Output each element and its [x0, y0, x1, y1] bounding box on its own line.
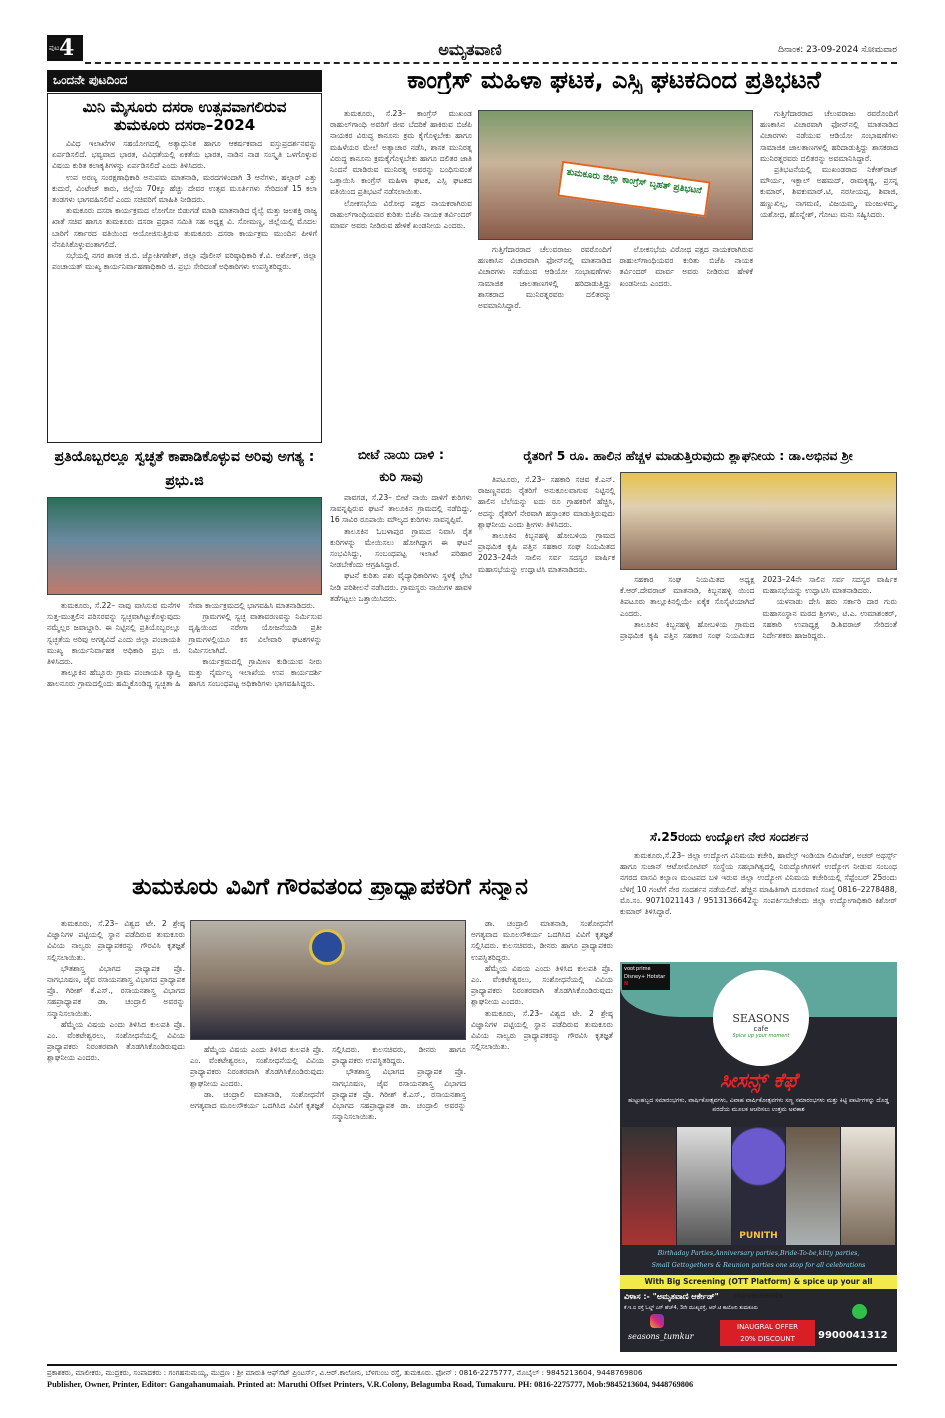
collage-photo-cake	[732, 1127, 786, 1245]
paragraph: ಉಪ ಅರಣ್ಯ ಸಂರಕ್ಷಣಾಧಿಕಾರಿ ಅನುಪಮ ಮಾತನಾಡಿ, ಮರದಗಳಿಂದಾಗಿ 3 ಆನೆಗಳು, ಹಲ್ಗಾರ್ ಎತ್ತು ಕುದುರೆ, ವಿಂಟೇಜ್ ಕಾರು, ಜಿಲ್ಲೆಯ 70ಕ್ಕೂ ಹೆಚ್ಚು ದೇವರ ಉತ್ಸವ ಮೂರ್ತಿಗಳು ಸೇರಿದಂತೆ 15 ಕಲಾ ತಂಡಗಳು ಭಾಗವಹಿಸಲಿವೆ ಎಂದು ಸಚಿವರಿಗೆ ಮಾಹಿತಿ ನೀಡಿದರು.	[52, 172, 317, 205]
protest-photo	[478, 110, 753, 240]
page-label: ಪುಟ	[49, 44, 60, 52]
paragraph: ಹೆಮ್ಮೆಯ ವಿಷಯ ಎಂದು ತಿಳಿಸಿದ ಕುಲಪತಿ ಪ್ರೊ. ಎಂ. ವೆಂಕಟೇಶ್ವರಲು, ಸಂಶೋಧನೆಯಲ್ಲಿ ವಿವಿಯ ಪ್ರಾಧ್ಯಾಪಕರು ನಿರಂತರವಾಗಿ ತೊಡಗಿಸಿಕೊಂಡಿರುವುದು ಶ್ಲಾಘನೀಯ ಎಂದರು.	[190, 1045, 324, 1088]
paragraph: ತುಮಕೂರು, ಸೆ.23– ಕಾಂಗ್ರೆಸ್ ಮುಖಂಡ ರಾಹುಲ್‌ಗಾಂಧಿ ಅವರಿಗೆ ಜೀವ ಬೆದರಿಕೆ ಹಾಕಿರುವ ಬಿಜೆಪಿ ನಾಯಕರ ವಿರುದ್ಧ ಕಾನೂನು ಕ್ರಮ ಕೈಗೊಳ್ಳಬೇಕು ಹಾಗೂ ಮಹಿಳೆಯರ ಮೇಲೆ ಅತ್ಯಾಚಾರ ನಡೆಸಿ, ಶಾಸಕ ಮುನಿರತ್ನ ವಿರುದ್ಧ ಕಾನೂನು ಕ್ರಮಕೈಗೊಳ್ಳಬೇಕು ಹಾಗೂ ದಲಿತರ ಜಾತಿ ನಿಂದನೆ ಮಾಡಿರುವ ಮುನಿರತ್ನ ಅವರನ್ನು ಬಂಧಿಸುವಂತೆ ಒತ್ತಾಯಿಸಿ ಕಾಂಗ್ರೆಸ್ ಮಹಿಳಾ ಘಟಕ, ಎಸ್ಸಿ ಘಟಕದ ವತಿಯಿಂದ ಪ್ರತಿಭಟನೆ ನಡೆಸಲಾಯಿತು.	[330, 109, 472, 197]
page-number: 4	[59, 35, 75, 61]
paragraph: ಗ್ರಾಮಗಳಲ್ಲಿ ಸ್ವಚ್ಛ ವಾತಾವರಣವನ್ನು ನಿರ್ಮಿಸುವ ದೃಷ್ಟಿಯಿಂದ ನರೇಗಾ ಯೋಜನೆಯಡಿ ಪ್ರತೀ ಗ್ರಾಮಗಳಲ್ಲಿಯೂ ಕಸ ವಿಲೇವಾರಿ ಘಟಕಗಳನ್ನು ನಿರ್ಮಿಸಲಾಗಿದೆ.	[188, 612, 322, 655]
job-interview-headline: ಸೆ.25ರಂದು ಉದ್ಯೋಗ ನೇರ ಸಂದರ್ಶನ	[650, 830, 809, 844]
university-body-col2	[190, 1044, 466, 1350]
paragraph: ಸಹಕಾರ ಸಂಘ ನಿಯಮಿತದ ಅಧ್ಯಕ್ಷ ಕೆ.ಆರ್.ದೇವರಾಜ್ ಮಾತನಾಡಿ, ಕಿಬ್ಬನಹಳ್ಳಿ ಯಿಂದ ತಿಪಟೂರು ತಾಲ್ಲೂಕಿನಲ್ಲಿಯೇ ಏಕೈಕ ಸೊಸೈಟಿಯಾಗಿದೆ ಎಂದರು.	[620, 575, 755, 618]
ott-logos	[622, 964, 670, 990]
header-divider	[85, 62, 897, 64]
logo-tagline: Spice up your moment	[732, 1033, 790, 1039]
dasara-headline-1: ಮಿನಿ ಮೈಸೂರು ದಸರಾ ಉತ್ಸವವಾಗಲಿರುವ	[82, 98, 287, 116]
masthead: ಅಮೃತವಾಣಿ	[438, 40, 502, 59]
imprint-english: Publisher, Owner, Printer, Editor: Gangahanumaiah. Printed at: Maruthi Offset Printers, V.R.Colony, Belagumba Road, Tumakuru. PH: 0816-2275777, Mob:9845213604, 9448769806	[47, 1380, 694, 1389]
paragraph: ಗುತ್ತಿಗೆದಾರರಾದ ಚೆಲುವರಾಜು ರವರೊಂದಿಗೆ ಹಣಕಾಸಿನ ವಿಚಾರವಾಗಿ ಫೋನ್‌ನಲ್ಲಿ ಮಾತನಾಡಿದ ವಿಚಾರಗಳು ನಡೆಯುವ ಆಡಿಯೋ ಸಂಭಾಷಣೆಗಳು ಸಾಮಾಜಿಕ ಜಾಲತಾಣಗಳಲ್ಲಿ ಹರಿದಾಡುತ್ತಿದ್ದು ಶಾಸಕರಾದ ಮುನಿರತ್ನರವರು ದಲಿತರನ್ನು ಅವಮಾನಿಸಿದ್ದಾರೆ.	[760, 109, 898, 163]
paragraph: ಡಾ. ಚಂದ್ರಾಲಿ ಮಾತನಾಡಿ, ಸಂಶೋಧನೆಗೆ ಅಗತ್ಯವಾದ ಮೂಲಸೌಕರ್ಯ ಒದಗಿಸಿದ ವಿವಿಗೆ ಕೃತಜ್ಞತೆ ಸಲ್ಲಿಸಿದರು. ಕುಲಸಚಿವರು, ಡೀನರು ಹಾಗೂ ಪ್ರಾಧ್ಯಾಪಕರು ಉಪಸ್ಥಿತರಿದ್ದರು.	[190, 1045, 466, 1111]
university-body-col1	[47, 918, 185, 1350]
paragraph: ಪ್ರತಿಭಟನೆಯಲ್ಲಿ ಮುಖಂಡರಾದ ನಿಕೇತ್‌ರಾಜ್ ಮೌರ್ಯ, ಇಕ್ಬಾಲ್ ಅಹಮದ್, ರಾಮಕೃಷ್ಣ, ಪ್ರಸನ್ನ ಕುಮಾರ್, ಶಿವಕುಮಾರ್.ಟಿ, ನರಸೀಯಪ್ಪ, ಶಿವಾಜಿ, ಹಣ್ಣುಖಿಲ್ಲ, ನಾಗಮಣಿ, ವಿಜಯಮ್ಮ, ಮಂಜುಳಮ್ಮ, ಯಶೋಧ, ಹೊನ್ನೇಶ್, ಗೋಟು ಮನು ಸಹ್ಯಿಸಿದರು.	[760, 165, 898, 219]
milk-event-photo	[620, 472, 897, 570]
cleanliness-body	[47, 600, 322, 868]
footer-divider	[47, 1364, 897, 1366]
paragraph: ಗುತ್ತಿಗೆದಾರರಾದ ಚೆಲುವರಾಜು ರವರೊಂದಿಗೆ ಹಣಕಾಸಿನ ವಿಚಾರವಾಗಿ ಫೋನ್‌ನಲ್ಲಿ ಮಾತನಾಡಿದ ವಿಚಾರಗಳು ನಡೆಯುವ ಆಡಿಯೋ ಸಂಭಾಷಣೆಗಳು ಸಾಮಾಜಿಕ ಜಾಲತಾಣಗಳಲ್ಲಿ ಹರಿದಾಡುತ್ತಿದ್ದು ಶಾಸಕರಾದ ಮುನಿರತ್ನರವರು ದಲಿತರನ್ನು ಅವಮಾನಿಸಿದ್ದಾರೆ.	[478, 245, 612, 311]
ad-address-label: ವಿಳಾಸ :- "ಅಮೃತವಾಣಿ ಆರ್ಕೇಡ್"	[624, 1292, 719, 1301]
university-emblem	[309, 929, 345, 965]
collage-photo	[841, 1127, 895, 1245]
paragraph: ಯಳನಾಡು ದೇಸಿ ಹರು ಸರ್ಕಾರಿ ದಾರ ಗುರು ಮಹಾಸಂಸ್ಥಾನ ಮಠದ ಶ್ರೀಗಳು, ಟಿ.ಎ. ಉಮಾಶಂಕರ್, ಸಹಕಾರಿ ಉಪಾಧ್ಯಕ್ಷ ಡಿ.ಶಿವರಾಜ್ ಸೇರಿದಂತೆ ನಿರ್ದೇಶಕರು ಹಾಜರಿದ್ದರು.	[762, 597, 897, 641]
ad-address: ಕೆ.ಇ.ಬಿ ರಸ್ತೆ ಓಲ್ಡ್ ಎಸ್ ಹೆಚ್4, 3ನೇ ಮುಖ್ಯರಸ್ತೆ, ಆರ್.ಟಿ ಕಾಲೋನಿ ತುಮಕೂರು	[624, 1305, 758, 1311]
collage-photo	[786, 1127, 840, 1245]
paragraph: ತುಮಕೂರು, ಸೆ.23– ವಿಶ್ವದ ಟೇ. 2 ಶ್ರೇಷ್ಠ ವಿಜ್ಞಾನಿಗಳ ಪಟ್ಟಿಯಲ್ಲಿ ಸ್ಥಾನ ಪಡೆದಿರುವ ತುಮಕೂರು ವಿವಿಯ ನಾಲ್ವರು ಪ್ರಾಧ್ಯಾಪಕರನ್ನು ಗೌರವಿಸಿ ಕೃತಜ್ಞತೆ ಸಲ್ಲಿಸಲಾಯಿತು.	[471, 1008, 613, 1052]
cleanliness-photo	[47, 497, 322, 595]
dog-attack-body	[330, 492, 472, 868]
cleanliness-headline: ಪ್ರತಿಯೊಬ್ಬರಲ್ಲೂ ಸ್ವಚ್ಛತೆ ಕಾಪಾಡಿಕೊಳ್ಳುವ ಅರಿವು ಅಗತ್ಯ : ಪ್ರಭು.ಜಿ	[54, 449, 315, 489]
paragraph: ಲೋಕಸಭೆಯ ವಿರೋಧ ಪಕ್ಷದ ನಾಯಕರಾಗಿರುವ ರಾಹುಲ್‌ಗಾಂಧಿಯವರ ಕುರಿತು ಬಿಜೆಪಿ ನಾಯಕ ತರ್ವಿಂದರ್ ಮಾರ್ವ ಅವರು ನೀಡಿರುವ ಹೇಳಿಕೆ ಖಂಡನೀಯ ಎಂದರು.	[330, 198, 472, 231]
dog-attack-headline-2: ಕುರಿ ಸಾವು	[379, 470, 423, 485]
instagram-handle: seasons_tumkur	[628, 1332, 694, 1341]
cafe-logo	[713, 970, 809, 1066]
paragraph: ತುಮಕೂರು, ಸೆ.23– ವಿಶ್ವದ ಟೇ. 2 ಶ್ರೇಷ್ಠ ವಿಜ್ಞಾನಿಗಳ ಪಟ್ಟಿಯಲ್ಲಿ ಸ್ಥಾನ ಪಡೆದಿರುವ ತುಮಕೂರು ವಿವಿಯ ನಾಲ್ವರು ಪ್ರಾಧ್ಯಾಪಕರನ್ನು ಗೌರವಿಸಿ ಕೃತಜ್ಞತೆ ಸಲ್ಲಿಸಲಾಯಿತು.	[47, 919, 185, 962]
offer-line-1: INAUGRAL OFFER	[737, 1323, 798, 1331]
ad-description: ಹುಟ್ಟುಹಬ್ಬದ ಸಮಾರಂಭಗಳು, ವಾರ್ಷಿಕೋತ್ಸವಗಳು, ವಿವಾಹ ವಾರ್ಷಿಕೋತ್ಸವಗಳು ಸಣ್ಣ ಸಮಾರಂಭಗಳು ಮತ್ತು ಕಿಟ್ಟಿ ಪಾರ್ಟಿಗಳನ್ನು ದೊಡ್ಡ ಪರದೆಯ ಮೂಲಕ ಆಚರಿಸಲು ಉತ್ತಮ ಅವಕಾಶ	[628, 1097, 889, 1113]
congress-body-col2	[478, 244, 753, 440]
paragraph: ತಿಪಟೂರು, ಸೆ.23– ಸಹಕಾರಿ ಸಚಿವ ಕೆ.ಎನ್. ರಾಜಣ್ಣನವರು ರೈತರಿಗೆ ಅನುಕೂಲವಾಗುವ ನಿಟ್ಟಿನಲ್ಲಿ ಹಾಲಿನ ಬೆಲೆಯನ್ನು ಐದು ರೂ ಗ್ರಾಹಕರಿಗೆ ಹೆಚ್ಚಿಸಿ, ಅದನ್ನು ರೈತರಿಗೆ ನೇರವಾಗಿ ಹಸ್ತಾಂತರ ಮಾಡುತ್ತಿರುವುದು ಶ್ಲಾಘನೀಯ ಎಂದು ಶ್ರೀಗಳು ತಿಳಿಸಿದರು.	[478, 475, 615, 529]
dasara-body	[52, 138, 317, 272]
paragraph: ಭೌತಶಾಸ್ತ್ರ ವಿಭಾಗದ ಪ್ರಾಧ್ಯಾಪಕ ಪ್ರೊ. ನಾಗಭೂಷಣ, ಜೈವ ರಸಾಯನಶಾಸ್ತ್ರ ವಿಭಾಗದ ಪ್ರಾಧ್ಯಾಪಕ ಪ್ರೊ. ಗಿರೀಶ್ ಕೆ.ಎಸ್., ರಸಾಯನಶಾಸ್ತ್ರ ವಿಭಾಗದ ಸಹಪ್ರಾಧ್ಯಾಪಕ ಡಾ. ಚಂದ್ರಾಲಿ ಅವರನ್ನು ಸನ್ಮಾನಿಸಲಾಯಿತು.	[332, 1067, 466, 1122]
ad-strip: With Big Screening (OTT Platform) & spice up your all movements	[620, 1275, 897, 1289]
page-number-badge	[47, 35, 83, 61]
collage-photo	[622, 1127, 676, 1245]
ad-phone: 9900041312	[818, 1330, 888, 1341]
prime-logo: prime	[636, 966, 651, 972]
paragraph: ತಾಲ್ಲೂಕಿನ ಹೆಬ್ಬೂರು ಗ್ರಾಮ ಪಂಚಾಯತಿ ವ್ಯಾಪ್ತಿ ಹಾಲನೂರು ಗ್ರಾಮದಲ್ಲಿಂದು ಹಮ್ಮಿಕೊಂಡಿದ್ದ ಸ್ವಚ್ಛತಾ ಹಿ ಸೇವಾ ಕಾರ್ಯಕ್ರಮದಲ್ಲಿ ಭಾಗವಹಿಸಿ ಮಾತನಾಡಿದರು.	[47, 601, 316, 689]
voot-logo: voot	[624, 966, 636, 972]
paragraph: ತಾಲೂಕಿನ ಕಿಬ್ಬನಹಳ್ಳಿ ಹೋಬಳಿಯ ಗ್ರಾಮದ ಪ್ರಾಥಮಿಕ ಕೃಷಿ ಪತ್ತಿನ ಸಹಕಾರ ಸಂಘ ನಿಯಮಿತದ 2023–24ನೇ ಸಾಲಿನ ಸರ್ವ ಸದಸ್ಯರ ವಾರ್ಷಿಕ ಮಹಾಸಭೆಯನ್ನು ಉದ್ಘಾಟಿಸಿ ಮಾತನಾಡಿದರು.	[478, 531, 615, 574]
congress-body-col3	[760, 108, 898, 440]
milk-body-col2	[620, 574, 897, 824]
article-dasara	[47, 93, 322, 443]
job-interview-body	[620, 850, 897, 958]
seasons-cafe-ad	[620, 962, 897, 1352]
ad-services-line-2: Small Gettogethers & Reunion parties one stop for all celebrations	[651, 1262, 866, 1269]
paragraph: ತಾಲೂಕಿನ ಕಿಬ್ಬನಹಳ್ಳಿ ಹೋಬಳಿಯ ಗ್ರಾಮದ ಪ್ರಾಥಮಿಕ ಕೃಷಿ ಪತ್ತಿನ ಸಹಕಾರ ಸಂಘ ನಿಯಮಿತದ 2023–24ನೇ ಸಾಲಿನ ಸರ್ವ ಸದಸ್ಯರ ವಾರ್ಷಿಕ ಮಹಾಸಭೆಯನ್ನು ಉದ್ಘಾಟಿಸಿ ಮಾತನಾಡಿದರು.	[620, 575, 897, 641]
imprint-kannada: ಪ್ರಕಾಶಕರು, ಮಾಲೀಕರು, ಮುದ್ರಕರು, ಸಂಪಾದಕರು : ಗಂಗಹನುಮಯ್ಯ, ಮುದ್ರಣ : ಶ್ರೀ ಮಾರುತಿ ಆಫ್‌ಸೆಟ್ ಪ್ರಿಂಟರ್ಸ್, ವಿ.ಆರ್.ಕಾಲೋನಿ, ಬೆಳಗುಂಬ ರಸ್ತೆ, ತುಮಕೂರು. ಫೋನ್ : 0816-2275777, ಮೊಬೈಲ್ : 9845213604, 9448769806	[47, 1368, 643, 1377]
paragraph: ಲೋಕಸಭೆಯ ವಿರೋಧ ಪಕ್ಷದ ನಾಯಕರಾಗಿರುವ ರಾಹುಲ್‌ಗಾಂಧಿಯವರ ಕುರಿತು ಬಿಜೆಪಿ ನಾಯಕ ತರ್ವಿಂದರ್ ಮಾರ್ವ ಅವರು ನೀಡಿರುವ ಹೇಳಿಕೆ ಖಂಡನೀಯ ಎಂದರು.	[619, 245, 753, 288]
dog-attack-headline-1: ಬೀಟೆ ನಾಯಿ ದಾಳಿ :	[357, 448, 445, 463]
ad-photo-collage	[622, 1127, 895, 1245]
paragraph: ಡಾ. ಚಂದ್ರಾಲಿ ಮಾತನಾಡಿ, ಸಂಶೋಧನೆಗೆ ಅಗತ್ಯವಾದ ಮೂಲಸೌಕರ್ಯ ಒದಗಿಸಿದ ವಿವಿಗೆ ಕೃತಜ್ಞತೆ ಸಲ್ಲಿಸಿದರು. ಕುಲಸಚಿವರು, ಡೀನರು ಹಾಗೂ ಪ್ರಾಧ್ಯಾಪಕರು ಉಪಸ್ಥಿತರಿದ್ದರು.	[471, 919, 613, 962]
offer-badge	[720, 1320, 815, 1346]
offer-line-2: 20% DISCOUNT	[740, 1335, 795, 1343]
paragraph: ವಿವಿಧ ಇಲಾಖೆಗಳ ಸಹಯೋಗದಲ್ಲಿ ಅತ್ಯಾಧುನಿಕ ಹಾಗೂ ಆಕರ್ಷಕವಾದ ವಸ್ತುಪ್ರದರ್ಶನವನ್ನು ಏರ್ಪಡಿಸಲಿದೆ. ಭವ್ಯವಾದ ಭಾರತ, ವಿವಿಧತೆಯಲ್ಲಿ ಏಕತೆಯ ಭಾರತ, ನಾಡಿನ ನಾಡ ಸಂಸ್ಕೃತಿ ಒಳಗೊಳ್ಳುವ ವಿಷಯ ಕುರಿತ ಕಲಾಕೃತಿಗಳನ್ನು ಏರ್ಪಡಿಸಲಿದೆ ಎಂದು ತಿಳಿಸಿದರು.	[52, 139, 317, 171]
instagram-icon	[650, 1314, 664, 1328]
protest-banner: ತುಮಕೂರು ಜಿಲ್ಲಾ ಕಾಂಗ್ರೆಸ್ ಬೃಹತ್ ಪ್ರತಿಭಟನೆ	[557, 161, 711, 218]
hotstar-logo: Disney+ Hotstar	[624, 973, 666, 980]
paragraph: ತುಮಕೂರು,ಸೆ.23– ಜಿಲ್ಲಾ ಉದ್ಯೋಗ ವಿನಿಮಯ ಕಚೇರಿ, ಹಾವೆಲ್ಸ್ ಇಂಡಿಯಾ ಲಿಮಿಟೆಡ್, ಅಚರ್ ಅಥರ್ಸ್ಸ್ ಹಾಗೂ ಸುಜಾನ್ ಆಟೋಮೋಟಿವ್ ಸಂಸ್ಥೆಯ ಸಹಭಾಗಿತ್ವದಲ್ಲಿ ನಿರುದ್ಯೋಗಿಗಳಿಗೆ ಉದ್ಯೋಗ ನೀಡುವ ಸಂಬಂಧ ನಗರದ ವಾಸವಿ ಕಲ್ಯಾಣ ಮಂಟಪದ ಬಳಿ ಇರುವ ಜಿಲ್ಲಾ ಉದ್ಯೋಗ ವಿನಿಮಯ ಕಚೇರಿಯಲ್ಲಿ ಸೆಪ್ಟೆಂಬರ್ 25ರಂದು ಬೆಳಿಗ್ಗೆ 10 ಗಂಟೆಗೆ ನೇರ ಸಂದರ್ಶನ ನಡೆಯಲಿದೆ. ಹೆಚ್ಚಿನ ಮಾಹಿತಿಗಾಗಿ ದೂರವಾಣಿ ಸಂಖ್ಯೆ 0816–2278488, ಮೊ.ಸಂ. 9071021143 / 9513136642ನ್ನು ಸಂಪರ್ಕಿಸಬೇಕೆಂದು ಜಿಲ್ಲಾ ಉದ್ಯೋಗಾಧಿಕಾರಿ ಕಿಶೋರ್ ಕುಮಾರ್ ತಿಳಿಸಿದ್ದಾರೆ.	[620, 851, 897, 917]
paragraph: ಘಟನೆ ಕುರಿತು ಪಶು ವೈದ್ಯಾಧಿಕಾರಿಗಳು ಸ್ಥಳಕ್ಕೆ ಭೇಟಿ ನೀಡಿ ಪರಿಶೀಲನೆ ನಡೆಸಿದರು. ಗ್ರಾಮಸ್ಥರು ನಾಯಿಗಳ ಹಾವಳಿ ತಡೆಗಟ್ಟಲು ಒತ್ತಾಯಿಸಿದರು.	[330, 571, 472, 603]
logo-text: SEASONS	[732, 1012, 790, 1025]
logo-sub: cafe	[753, 1025, 769, 1033]
paragraph: ಹೆಮ್ಮೆಯ ವಿಷಯ ಎಂದು ತಿಳಿಸಿದ ಕುಲಪತಿ ಪ್ರೊ. ಎಂ. ವೆಂಕಟೇಶ್ವರಲು, ಸಂಶೋಧನೆಯಲ್ಲಿ ವಿವಿಯ ಪ್ರಾಧ್ಯಾಪಕರು ನಿರಂತರವಾಗಿ ತೊಡಗಿಸಿಕೊಂಡಿರುವುದು ಶ್ಲಾಘನೀಯ ಎಂದರು.	[47, 1019, 185, 1063]
university-body-col3	[471, 918, 613, 1350]
university-headline: ತುಮಕೂರು ವಿವಿಗೆ ಗೌರವತಂದ ಪ್ರಾಧ್ಯಾಪಕರಿಗೆ ಸನ್ಮಾನ	[132, 874, 528, 900]
milk-price-headline: ರೈತರಿಗೆ 5 ರೂ. ಹಾಲಿನ ಹೆಚ್ಚಳ ಮಾಡುತ್ತಿರುವುದು ಶ್ಲಾಘನೀಯ : ಡಾ.ಅಭಿನವ ಶ್ರೀ	[523, 448, 853, 463]
ad-title: ಸೀಸನ್ಸ್ ಕೆಫೆ	[720, 1068, 797, 1092]
university-felicitation-photo	[190, 920, 466, 1040]
cake-name: PUNITH	[739, 1231, 778, 1241]
date-line: ದಿನಾಂಕ: 23-09-2024 ಸೋಮವಾರ	[778, 45, 897, 55]
whatsapp-icon	[852, 1304, 867, 1319]
dasara-headline-2: ತುಮಕೂರು ದಸರಾ–2024	[113, 116, 256, 134]
paragraph: ತಾಲೂಕಿನ ಓಬಳಾಪುರ ಗ್ರಾಮದ ನಿವಾಸಿ ರೈತ ಕುರಿಗಳನ್ನು ಮೇಯಿಸಲು ಹೋಗಿದ್ದಾಗ ಈ ಘಟನೆ ಸಂಭವಿಸಿದ್ದು, ಸಂಬಂಧಪಟ್ಟ ಇಲಾಖೆ ಪರಿಹಾರ ನೀಡಬೇಕೆಂದು ಆಗ್ರಹಿಸಿದ್ದಾರೆ.	[330, 526, 472, 570]
paragraph: ತುಮಕೂರು ದಸರಾ ಕಾರ್ಯಕ್ರಮದ ಲೋಗೋ ಬಿಡುಗಡೆ ಮಾಡಿ ಮಾತನಾಡಿದ ರೈಲ್ವೆ ಮತ್ತು ಜಲಶಕ್ತಿ ರಾಜ್ಯ ಖಾತೆ ಸಚಿವ ಹಾಗೂ ತುಮಕೂರು ದಸರಾ ಪ್ರಧಾನ ಸಮಿತಿ ಸಹ ಅಧ್ಯಕ್ಷ ವಿ. ಸೋಮಣ್ಣ, ಜಿಲ್ಲೆಯಲ್ಲಿ ಮೊದಲ ಬಾರಿಗೆ ಸರ್ಕಾರದ ವತಿಯಿಂದ ಆಯೋಜಿಸುತ್ತಿರುವ ತುಮಕೂರು ದಸರಾ ಕಾರ್ಯಕ್ರಮ ಮುಂದಿನ ಪೀಳಿಗೆ ನೆನಪಿಸಿಕೊಳ್ಳುವಂತಾಗಲಿದೆ.	[52, 206, 317, 249]
congress-headline: ಕಾಂಗ್ರೆಸ್ ಮಹಿಳಾ ಘಟಕ, ಎಸ್ಸಿ ಘಟಕದಿಂದ ಪ್ರತಿಭಟನೆ	[407, 66, 821, 94]
collage-photo	[677, 1127, 731, 1245]
milk-body-col1	[478, 474, 615, 824]
paragraph: ಪಾವಗಡ, ಸೆ.23– ಬೀಟೆ ನಾಯಿ ದಾಳಿಗೆ ಕುರಿಗಳು ಸಾವನ್ನಪ್ಪಿರುವ ಘಟನೆ ತಾಲೂಕಿನ ಗ್ರಾಮದಲ್ಲಿ ನಡೆದಿದ್ದು, 16 ಸಾವಿರ ರೂಪಾಯಿ ಮೌಲ್ಯದ ಕುರಿಗಳು ಸಾವನ್ನಪ್ಪಿವೆ.	[330, 493, 472, 525]
paragraph: ಹೆಮ್ಮೆಯ ವಿಷಯ ಎಂದು ತಿಳಿಸಿದ ಕುಲಪತಿ ಪ್ರೊ. ಎಂ. ವೆಂಕಟೇಶ್ವರಲು, ಸಂಶೋಧನೆಯಲ್ಲಿ ವಿವಿಯ ಪ್ರಾಧ್ಯಾಪಕರು ನಿರಂತರವಾಗಿ ತೊಡಗಿಸಿಕೊಂಡಿರುವುದು ಶ್ಲಾಘನೀಯ ಎಂದರು.	[471, 963, 613, 1007]
paragraph: ಭೌತಶಾಸ್ತ್ರ ವಿಭಾಗದ ಪ್ರಾಧ್ಯಾಪಕ ಪ್ರೊ. ನಾಗಭೂಷಣ, ಜೈವ ರಸಾಯನಶಾಸ್ತ್ರ ವಿಭಾಗದ ಪ್ರಾಧ್ಯಾಪಕ ಪ್ರೊ. ಗಿರೀಶ್ ಕೆ.ಎಸ್., ರಸಾಯನಶಾಸ್ತ್ರ ವಿಭಾಗದ ಸಹಪ್ರಾಧ್ಯಾಪಕ ಡಾ. ಚಂದ್ರಾಲಿ ಅವರನ್ನು ಸನ್ಮಾನಿಸಲಾಯಿತು.	[47, 963, 185, 1018]
congress-body-col1	[330, 108, 472, 440]
paragraph: ತುಮಕೂರು, ಸೆ.22– ನಾವು ವಾಸಿಸುವ ಮನೆಗಳ ಸುತ್ತ-ಮುತ್ತಲಿನ ಪರಿಸರವನ್ನು ಸ್ವಚ್ಛವಾಗಿಟ್ಟುಕೊಳ್ಳುವುದು ನಮ್ಮೆಲ್ಲರ ಜವಾಬ್ದಾರಿ. ಈ ನಿಟ್ಟಿನಲ್ಲಿ ಪ್ರತಿಯೊಬ್ಬರಲ್ಲೂ ಸ್ವಚ್ಛತೆಯ ಅರಿವು ಅಗತ್ಯವಿದೆ ಎಂದು ಜಿಲ್ಲಾ ಪಂಚಾಯತಿ ಮುಖ್ಯ ಕಾರ್ಯನಿರ್ವಾಹಕ ಅಧಿಕಾರಿ ಪ್ರಭು ಜಿ. ತಿಳಿಸಿದರು.	[47, 601, 181, 667]
ad-services-line-1: Birthaday Parties,Anniversary parties,Bride-To-be,kitty parties,	[657, 1250, 860, 1257]
continued-kicker: ಒಂದನೇ ಪುಟದಿಂದ	[47, 70, 322, 92]
paragraph: ಸಭೆಯಲ್ಲಿ ನಗರ ಶಾಸಕ ಜಿ.ಬಿ. ಜ್ಯೋತಿಗಣೇಶ್, ಜಿಲ್ಲಾ ಪೊಲೀಸ್ ವರಿಷ್ಠಾಧಿಕಾರಿ ಕೆ.ವಿ. ಅಶೋಕ್, ಜಿಲ್ಲಾ ಪಂಚಾಯತ್ ಮುಖ್ಯ ಕಾರ್ಯನಿರ್ವಾಹಣಾಧಿಕಾರಿ ಜಿ. ಪ್ರಭು ಸೇರಿದಂತೆ ಅಧಿಕಾರಿಗಳು ಉಪಸ್ಥಿತರಿದ್ದರು.	[52, 251, 317, 272]
paragraph: ಕಾರ್ಯಕ್ರಮದಲ್ಲಿ ಗ್ರಾಮೀಣ ಕುಡಿಯುವ ನೀರು ಮತ್ತು ನೈರ್ಮಲ್ಯ ಇಲಾಖೆಯ ಉಪ ಕಾರ್ಯದರ್ಶಿ ಹಾಗೂ ಸಂಬಂಧಪಟ್ಟ ಅಧಿಕಾರಿಗಳು ಭಾಗವಹಿಸಿದ್ದರು.	[188, 657, 322, 689]
netflix-logo: N	[624, 981, 629, 988]
